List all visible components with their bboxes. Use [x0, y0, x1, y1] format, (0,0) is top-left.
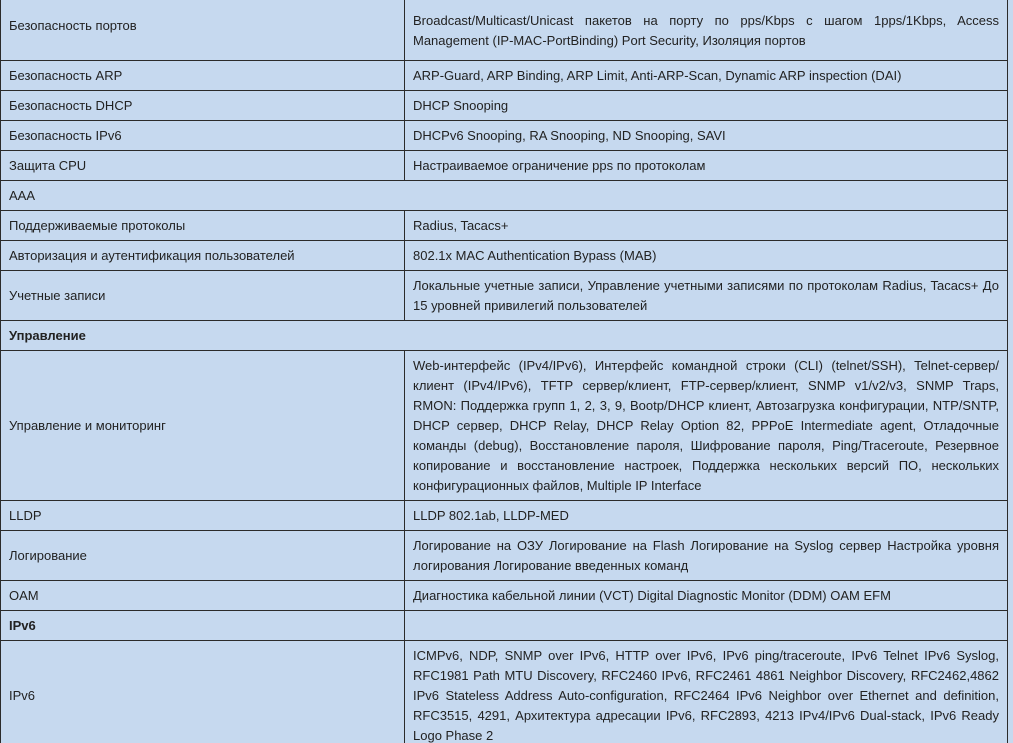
table-row: [1, 91, 1008, 121]
row-value: [405, 611, 1008, 641]
row-label: Защита CPU: [1, 151, 405, 181]
table-row: [1, 241, 1008, 271]
row-label: Безопасность IPv6: [1, 121, 405, 151]
row-value: Настраиваемое ограничение pps по протоколам: [405, 151, 1008, 181]
row-value: LLDP 802.1ab, LLDP-MED: [405, 501, 1008, 531]
row-label: Безопасность ARP: [1, 61, 405, 91]
row-value: DHCP Snooping: [405, 91, 1008, 121]
table-row: [1, 531, 1008, 581]
row-value: 802.1x MAC Authentication Bypass (MAB): [405, 241, 1008, 271]
row-value: Web-интерфейс (IPv4/IPv6), Интерфейс командной строки (CLI) (telnet/SSH), Telnet-сервер/клиент (IPv4/IPv6), TFTP сервер/клиент, FTP-сервер/клиент, SNMP v1/v2/v3, SNMP Traps, RMON: Поддержка групп 1, 2, 3, 9, Bootp/DHCP клиент, Автозагрузка конфигурации, NTP/SNTP, DHCP сервер, DHCP Relay, DHCP Relay Option 82, PPPoE Intermediate agent, Отладочные команды (debug), Восстановление пароля, Шифрование пароля, Ping/Traceroute, Резервное копирование и восстановление настроек, Поддержка нескольких версий ПО, нескольких конфигурационных файлов, Multiple IP Interface: [405, 351, 1008, 501]
row-value: Логирование на ОЗУ Логирование на Flash Логирование на Syslog сервер Настройка уровня логирования Логирование введенных команд: [405, 531, 1008, 581]
section-label: Управление: [1, 321, 1008, 351]
table-row: [1, 501, 1008, 531]
row-label: Учетные записи: [1, 271, 405, 321]
row-label: IPv6: [1, 641, 405, 743]
row-label: OAM: [1, 581, 405, 611]
table-row: [1, 211, 1008, 241]
row-value: ICMPv6, NDP, SNMP over IPv6, HTTP over IPv6, IPv6 ping/traceroute, IPv6 Telnet IPv6 Syslog, RFC1981 Path MTU Discovery, RFC2460 IPv6, RFC2461 4861 Neighbor Discovery, RFC2462,4862 IPv6 Stateless Address Auto-configuration, RFC2464 IPv6 Neighbor over Ethernet and definition, RFC3515, 4291, Архитектура адресации IPv6, RFC2893, 4213 IPv4/IPv6 Dual-stack, IPv6 Ready Logo Phase 2: [405, 641, 1008, 743]
table-row: [1, 121, 1008, 151]
section-row: [1, 181, 1008, 211]
row-value: ARP-Guard, ARP Binding, ARP Limit, Anti-ARP-Scan, Dynamic ARP inspection (DAI): [405, 61, 1008, 91]
row-value: DHCPv6 Snooping, RA Snooping, ND Snooping, SAVI: [405, 121, 1008, 151]
row-label: Логирование: [1, 531, 405, 581]
row-value: Диагностика кабельной линии (VCT) Digital Diagnostic Monitor (DDM) OAM EFM: [405, 581, 1008, 611]
row-label: Управление и мониторинг: [1, 351, 405, 501]
row-value: Broadcast/Multicast/Unicast пакетов на порту по pps/Kbps с шагом 1pps/1Kbps, Access Management (IP-MAC-PortBinding) Port Security, Изоляция портов: [405, 0, 1008, 61]
section-label: IPv6: [1, 611, 405, 641]
row-value: Локальные учетные записи, Управление учетными записями по протоколам Radius, Tacacs+ До 15 уровней привилегий пользователей: [405, 271, 1008, 321]
row-label: Поддерживаемые протоколы: [1, 211, 405, 241]
table-row: [1, 0, 1008, 61]
table-row: [1, 61, 1008, 91]
table-row: [1, 351, 1008, 501]
section-row: [1, 321, 1008, 351]
table-row: [1, 581, 1008, 611]
row-label: Авторизация и аутентификация пользователей: [1, 241, 405, 271]
row-value: Radius, Tacacs+: [405, 211, 1008, 241]
table-row: [1, 271, 1008, 321]
section-label: AAA: [1, 181, 1008, 211]
table-row: [1, 641, 1008, 743]
section-row: [1, 611, 1008, 641]
row-label: Безопасность портов: [1, 0, 405, 61]
table-row: [1, 151, 1008, 181]
row-label: LLDP: [1, 501, 405, 531]
row-label: Безопасность DHCP: [1, 91, 405, 121]
